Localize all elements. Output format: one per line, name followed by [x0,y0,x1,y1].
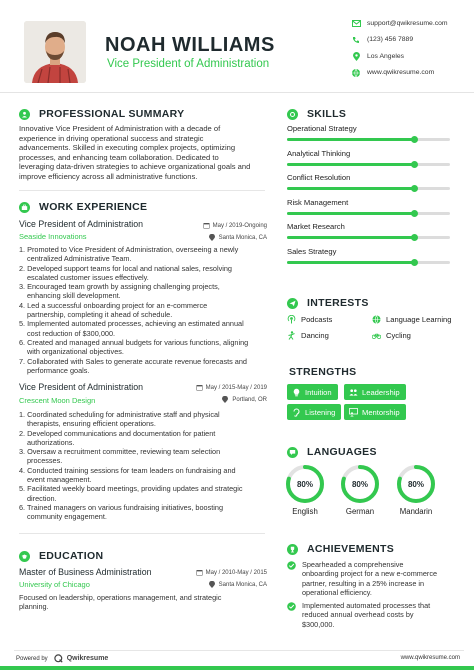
job-location [209,234,267,241]
job-location [222,396,267,403]
language-name: English [292,507,318,516]
skill-bar-fill [287,187,414,190]
contact-phone[interactable] [351,32,471,49]
list-item: 5. Facilitated weekly board meetings, providing updates and strategic direction. [19,484,243,503]
accent-bar [0,666,474,670]
summary-line: leveraging data-driven strategies to achieve organizational goals and [19,162,251,172]
education-dates [196,569,267,576]
skill-bar-knob [411,136,418,143]
interest-item [287,331,329,340]
skill-name: Analytical Thinking [287,148,351,158]
powered-by-text: Powered by [16,655,48,662]
achievement-line: $300,000. [302,619,335,629]
skill-name: Risk Management [287,197,349,207]
graduation-cap-icon [19,551,30,562]
summary-line: Innovative Vice President of Administration with a decade of [19,124,221,133]
podcast-icon [287,315,296,324]
contact-email[interactable] [351,15,471,32]
phone-icon [351,35,361,45]
summary-line: processes, and enhancing team collaboration. Dedicated to [19,152,219,162]
location-icon [209,234,216,241]
skill-bar-knob [411,259,418,266]
languages-heading [287,446,377,458]
skill-name: Market Research [287,222,345,231]
strength-label: Listening [305,407,336,417]
list-item: 5. Implemented automated processes, achieving an estimated annual cost reduction of $300,000. [19,319,244,338]
briefcase-icon [19,202,30,213]
achievement-line: reduced annual overhead costs by [302,610,414,620]
interests-heading [287,297,369,309]
achievement-line: partner, resulting in a 25% increase in [302,578,425,588]
interest-item [372,331,411,340]
brand-name: Qwikresume [66,655,109,662]
list-item: 6. Created and managed annual budgets for various functions, aligning with organizational objectives. [19,337,249,357]
people-icon [349,388,358,397]
job-bullets [19,410,259,522]
skill-bar [287,236,450,239]
strength-label: Mentorship [362,407,400,417]
skills-heading [287,108,346,120]
footer-divider [14,650,464,651]
strength-tag [287,384,338,400]
school-name: University of Chicago [19,580,90,589]
education-description [19,593,221,612]
contact-website[interactable] [351,65,471,82]
education-title: EDUCATION [39,550,104,562]
footer-website[interactable]: www.qwikresume.com [400,655,460,661]
summary-icon [19,109,30,120]
education-line: planning. [19,602,49,612]
interests-title: INTERESTS [307,297,369,309]
skill-bar-fill [287,261,414,264]
globe-icon [351,68,361,78]
contact-website-text: www.qwikresume.com [367,69,435,77]
languages-title: LANGUAGES [307,446,377,458]
interest-label: Podcasts [301,315,333,324]
skill-bar-fill [287,236,414,239]
contact-email-text: support@qwikresume.com [367,19,448,27]
achievement-line: Implemented automated processes that [302,601,431,610]
skill-bar [287,187,450,190]
mentor-icon [349,408,358,417]
qwikresume-logo-icon [54,654,63,663]
candidate-role: Vice President of Administration [107,58,270,70]
paper-plane-icon [287,298,298,309]
list-item: 3. Encouraged team growth by assigning challenging projects, enhancing skill development. [19,282,220,301]
summary-heading [19,108,184,120]
job-title: Vice President of Administration [19,219,144,229]
ring-percent: 80% [351,480,369,489]
calendar-icon [196,384,203,391]
skill-bar-fill [287,163,414,166]
location-icon [209,581,216,588]
skill-bar [287,138,450,141]
check-circle-icon [287,602,296,611]
summary-title: PROFESSIONAL SUMMARY [39,108,185,120]
lightbulb-icon [292,388,301,397]
strength-tag [344,404,406,420]
strength-tag [344,384,406,400]
calendar-icon [203,222,210,229]
work-heading [19,201,147,213]
dance-icon [287,331,296,340]
skill-bar [287,261,450,264]
ring-percent: 80% [296,480,314,489]
profile-photo [24,21,86,83]
strengths-heading [287,366,356,378]
achievements-title: ACHIEVEMENTS [307,543,395,555]
achievements-heading [287,543,394,555]
education-location-text: Santa Monica, CA [218,581,267,588]
job-location-text: Santa Monica, CA [218,234,267,241]
skill-name: Operational Strategy [287,124,357,133]
contact-phone-text: (123) 456 7889 [367,36,414,44]
education-heading [19,550,103,562]
language-ring [282,462,328,506]
summary-text [19,124,250,182]
skill-bar [287,163,450,166]
check-circle-icon [287,561,296,570]
header-divider [0,92,474,93]
education-dates-text: May / 2010-May / 2015 [205,569,267,576]
ring-percent: 80% [407,480,425,489]
candidate-name: NOAH WILLIAMS [105,34,275,56]
list-item: 2. Developed support teams for local and national sales, resolving escalated customer issues effectively. [19,263,232,282]
work-title: WORK EXPERIENCE [39,201,148,213]
skill-bar-fill [287,212,414,215]
summary-divider [19,190,265,191]
language-name: German [345,507,375,516]
job-title: Vice President of Administration [19,382,144,392]
skills-icon [287,109,298,120]
achievement-line: Spearheaded a comprehensive [302,560,404,569]
achievement-line: onboarding project for a new e-commerce [302,569,438,579]
list-item: 1. Promoted to Vice President of Administration, overseeing a newly centralized Administrative Team. [19,245,239,264]
strength-label: Leadership [362,387,400,397]
interest-item [372,315,451,324]
list-item: 7. Collaborated with Sales to generate accurate revenue forecasts and performance goals. [19,356,247,375]
skills-title: SKILLS [307,108,347,120]
bicycle-icon [372,331,381,340]
summary-line: advancements. Skilled in executing complex projects, optimizing [19,143,236,153]
contact-location [351,48,471,65]
interest-item [287,315,332,324]
list-item: 2. Developed communications and documentation for patient authorizations. [19,428,216,447]
language-icon [372,315,381,324]
list-item: 1. Coordinated scheduling for administrative staff and physical therapists, ensuring efficient operations. [19,410,220,429]
job-company: Seaside Innovations [19,232,87,241]
language-ring [337,462,383,506]
skill-name: Conflict Resolution [287,173,351,182]
job-dates [203,222,267,229]
job-dates-text: May / 2015-May / 2019 [205,384,267,391]
location-icon [351,51,361,61]
list-item: 6. Trained managers on various fundraising initiatives, boosting community engagement. [19,502,224,522]
skill-bar-fill [287,138,414,141]
language-ring [393,462,439,506]
skill-bar-knob [411,210,418,217]
list-item: 4. Led a successful onboarding project for an e-commerce partnership, completing it ahead of schedule. [19,300,208,320]
strengths-title: STRENGTHS [289,366,357,378]
achievement-item [287,560,460,597]
interest-label: Language Learning [386,315,452,324]
strength-tag [287,404,341,420]
job-dates-text: May / 2019-Ongoing [212,222,267,229]
trophy-icon [287,544,298,555]
languages-icon [287,447,298,458]
interest-label: Cycling [386,331,411,340]
interest-label: Dancing [301,331,329,340]
job-company: Crescent Moon Design [19,396,96,405]
education-location [209,581,267,588]
degree-title: Master of Business Administration [19,567,152,577]
job-bullets [19,245,259,375]
work-divider [19,533,265,534]
skill-bar [287,212,450,215]
skill-bar-knob [411,161,418,168]
education-line: Focused on leadership, operations management, and strategic [19,593,222,602]
contact-location-text: Los Angeles [367,52,405,60]
achievement-line: operational efficiency. [302,587,372,597]
job-dates [196,384,267,391]
job-location-text: Portland, OR [232,396,267,403]
calendar-icon [196,569,203,576]
contact-list [351,15,471,81]
achievement-item [287,601,460,629]
mail-icon [351,18,361,28]
skill-bar-knob [411,185,418,192]
powered-by [16,654,108,663]
location-icon [222,396,229,403]
language-name: Mandarin [399,507,433,516]
strength-label: Intuition [305,387,332,397]
summary-line: experience in driving operational success and strategic [19,133,204,143]
list-item: 3. Oversaw a recruitment committee, reviewing team selection processes. [19,447,221,466]
skill-bar-knob [411,234,418,241]
summary-line: improve efficiency across all administrative functions. [19,171,198,181]
list-item: 4. Conducted training sessions for team leaders on fundraising and event management. [19,465,236,485]
skill-name: Sales Strategy [287,246,337,256]
ear-icon [292,408,301,417]
